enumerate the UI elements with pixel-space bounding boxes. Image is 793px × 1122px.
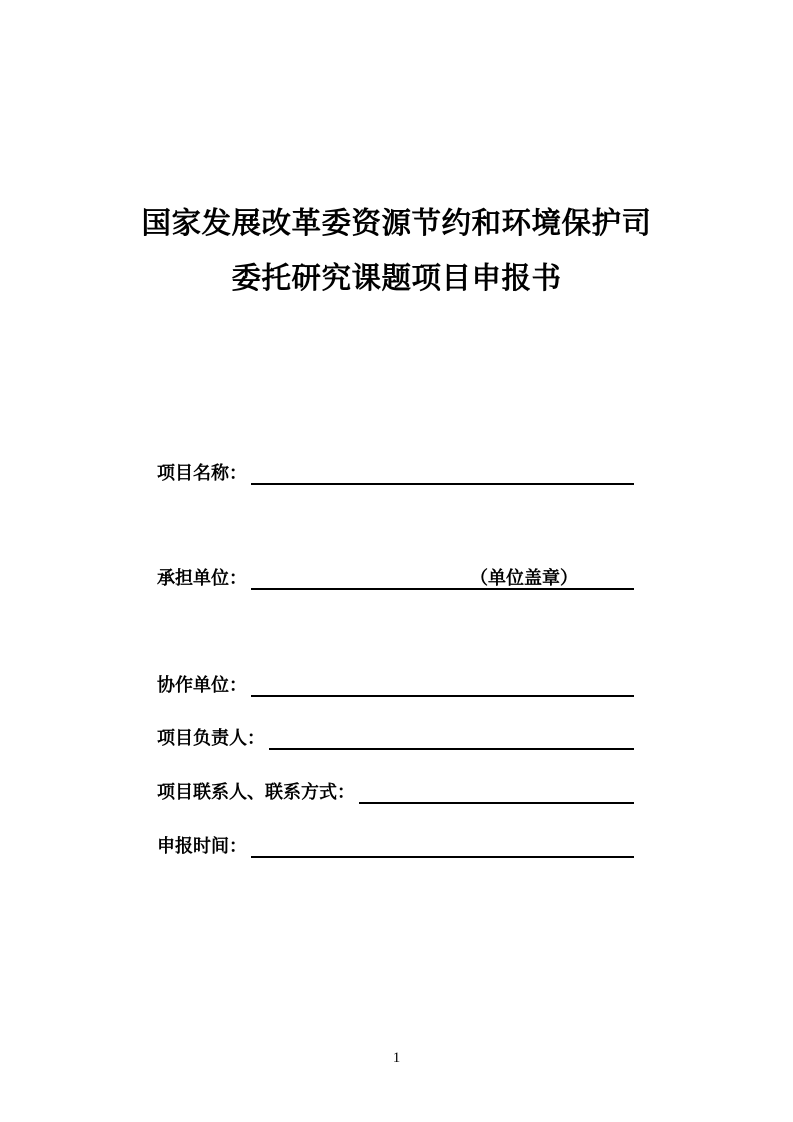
page-number: 1 [392,1050,401,1066]
application-date-fill-line[interactable] [251,829,634,858]
project-name-label: 项目名称： [157,463,247,483]
project-leader-label: 项目负责人： [157,728,265,748]
form-row-project-name [157,458,634,485]
application-date-label: 申报时间： [157,836,247,856]
cooperating-unit-fill-line[interactable] [251,668,634,697]
unit-stamp-note: （单位盖章） [470,568,578,588]
project-contact-fill-line[interactable] [359,775,634,804]
document-title [0,196,793,306]
document-title-line2: 委托研究课题项目申报书 [231,262,562,295]
project-name-fill-line[interactable] [251,456,634,485]
undertaking-unit-label: 承担单位： [157,568,247,588]
project-contact-label: 项目联系人、联系方式： [157,782,355,802]
form-row-project-leader [157,723,634,750]
cooperating-unit-label: 协作单位： [157,675,247,695]
project-leader-fill-line[interactable] [269,721,634,750]
document-title-line1: 国家发展改革委资源节约和环境保护司 [141,207,652,240]
form-row-undertaking-unit [157,563,634,590]
form-row-cooperating-unit [157,670,634,697]
form-row-application-date [157,831,634,858]
form-row-project-contact [157,777,634,804]
